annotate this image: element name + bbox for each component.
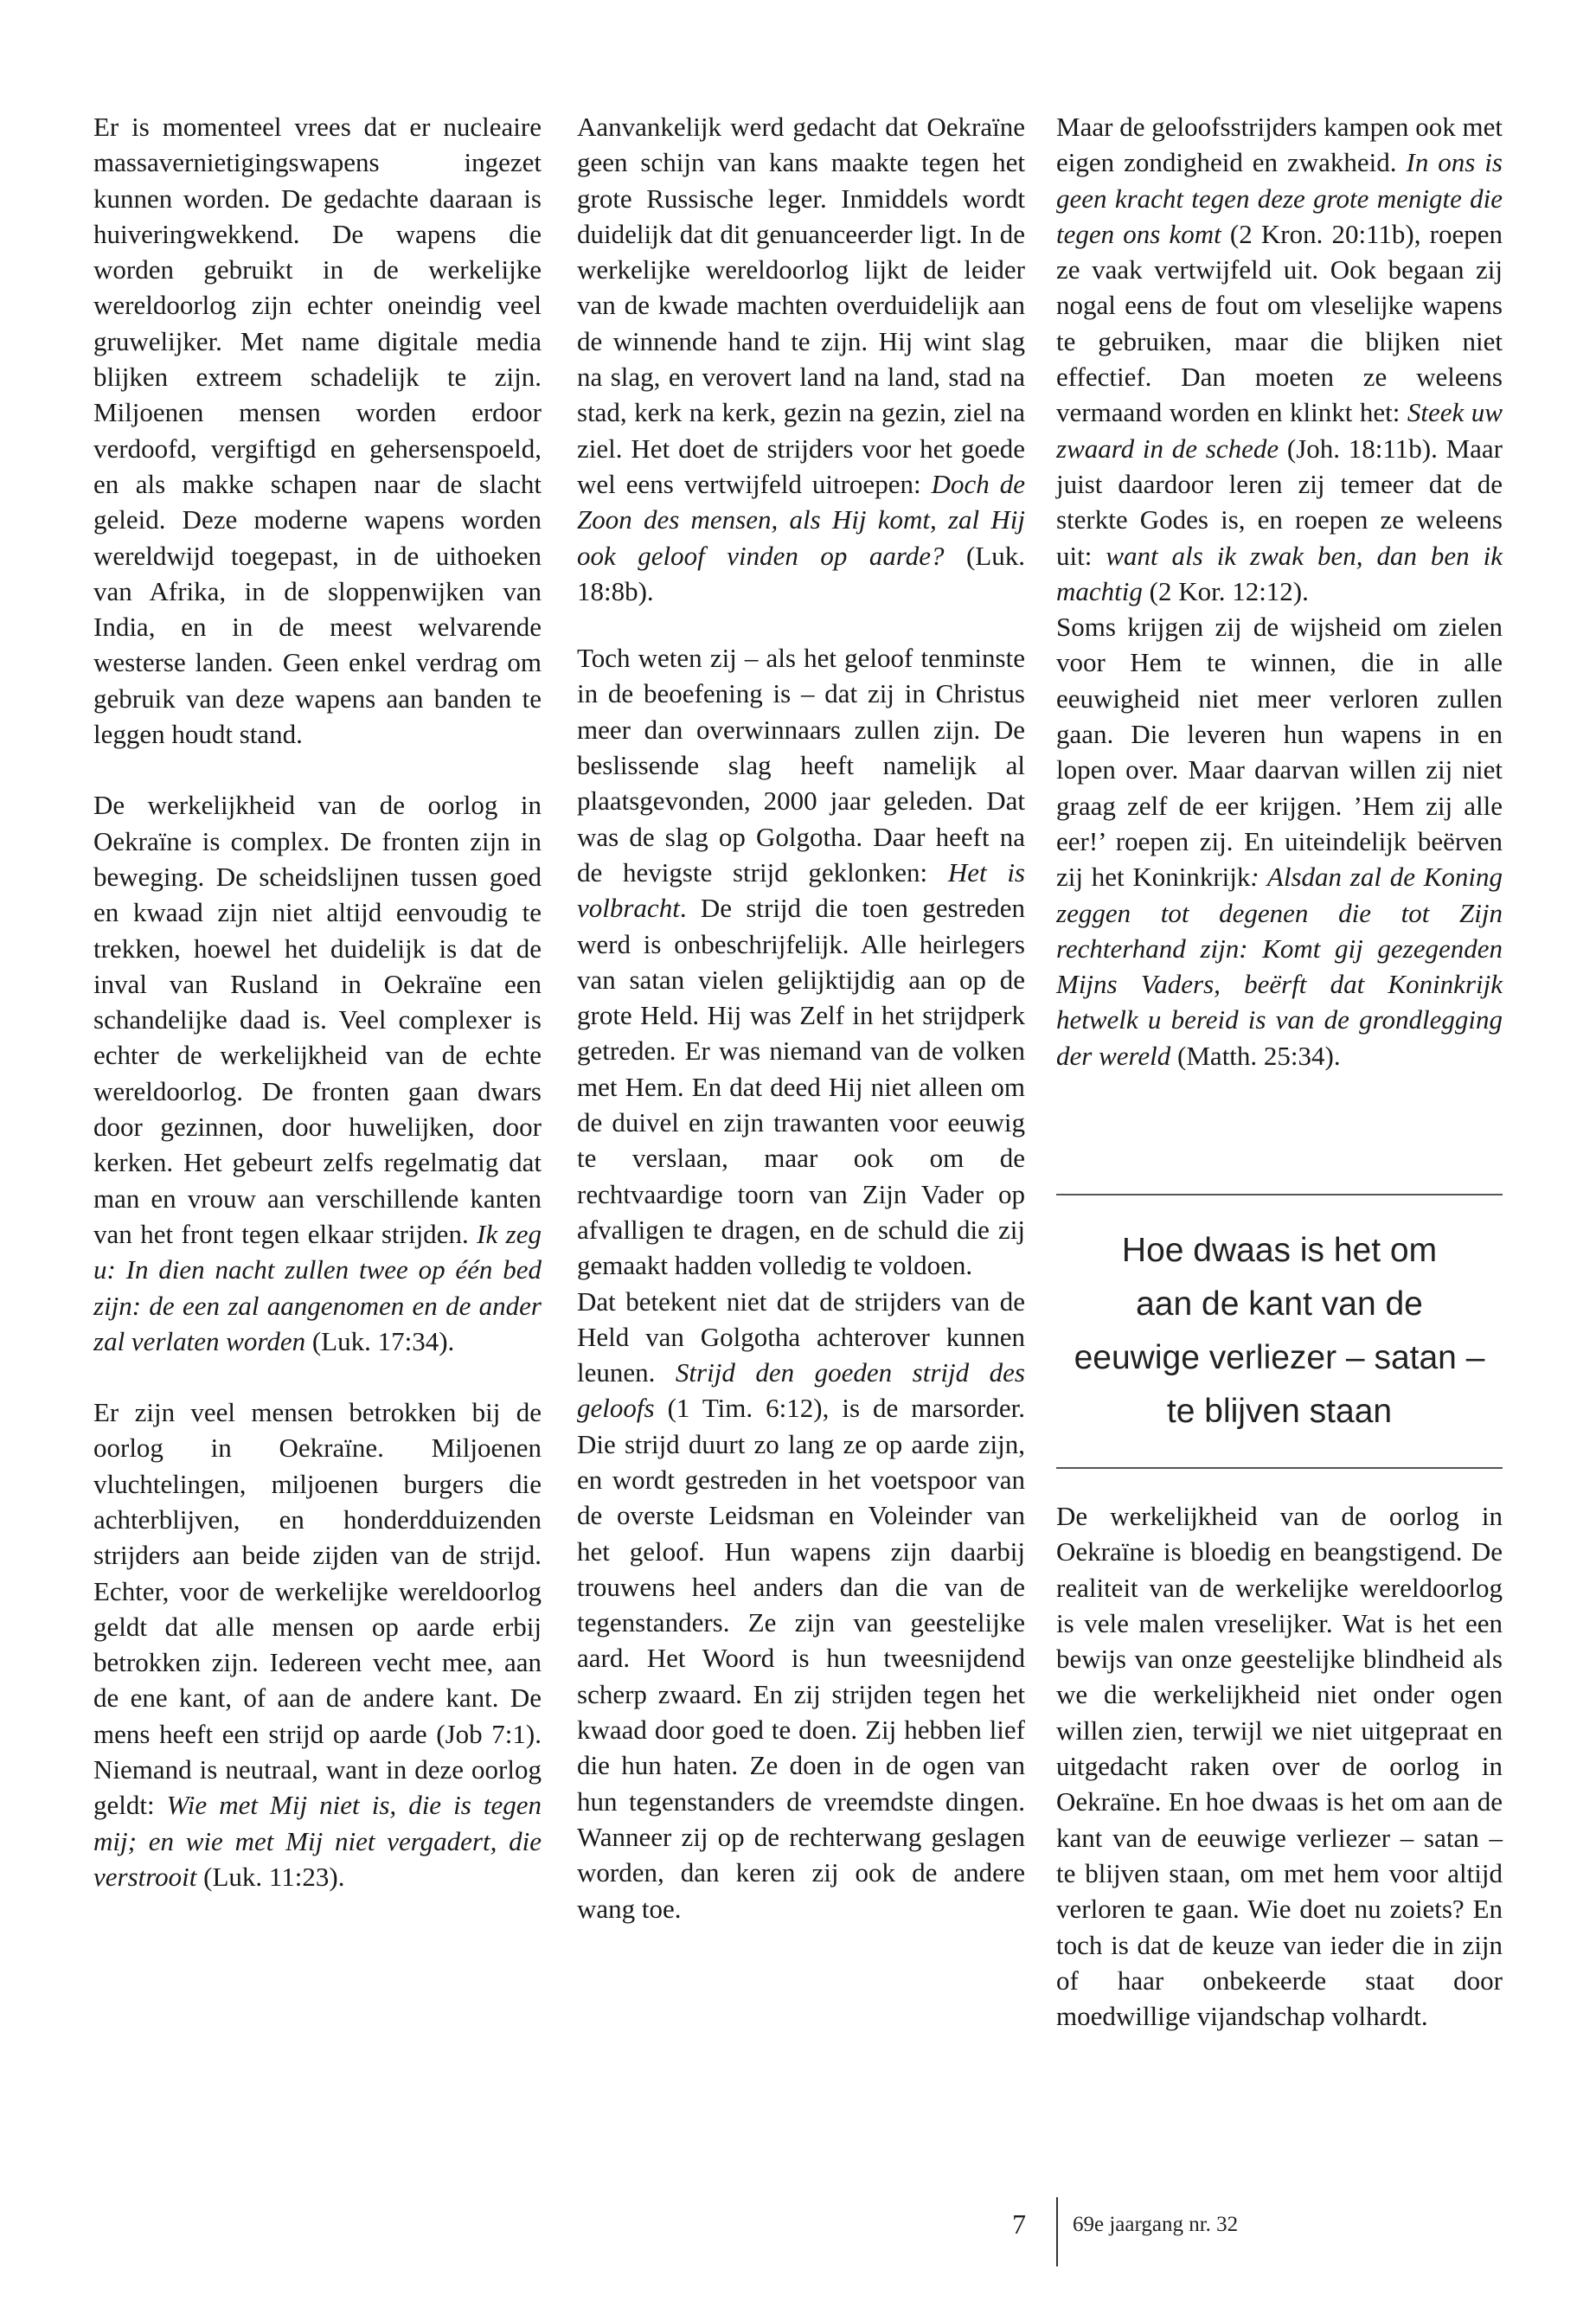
paragraph xyxy=(1056,609,1503,1074)
column-3 xyxy=(1056,109,1503,1074)
pullquote-line: te blijven staan xyxy=(1166,1393,1393,1430)
pullquote xyxy=(1056,1224,1503,1439)
pullquote-line: eeuwige verliezer – satan – xyxy=(1074,1339,1485,1376)
scripture-reference: (Joh. 18:11b). Maar juist daardoor leren zij temeer dat de sterkte Godes is, en roepen ze weleens uit: xyxy=(1056,433,1503,571)
pullquote-line: Hoe dwaas is het om xyxy=(1121,1232,1438,1269)
scripture-quote: In ons is geen kracht tegen deze grote menigte die tegen ons komt xyxy=(1056,147,1503,249)
scripture-quote: want als ik zwak ben, dan ben ik machtig xyxy=(1056,540,1503,606)
scripture-quote: : Alsdan zal de Koning zeggen tot degenen die tot Zijn rechterhand zijn: Komt gij gezegenden Mijns Vaders, beërft dat Koninkrijk hetwelk u bereid is van de grondlegging der wereld xyxy=(1056,862,1503,1071)
paragraph xyxy=(577,109,1025,609)
scripture-reference: (Matth. 25:34). xyxy=(1170,1040,1341,1071)
scripture-quote: Strijd den goeden strijd des geloofs xyxy=(577,1357,1025,1424)
column-1 xyxy=(93,109,542,1894)
paragraph: Er is momenteel vrees dat er nucleaire massavernietigingswapens ingezet kunnen worden. De gedachte daaraan is huiveringwekkend. De wapens die worden gebruikt in de werkelijke wereldoorlog zijn echter oneindig veel gruwelijker. Met name digitale media blijken extreem schadelijk te zijn. Miljoenen mensen worden erdoor verdoofd, vergiftigd en gehersenspoeld, en als makke schapen naar de slacht geleid. Deze moderne wapens worden wereldwijd toegepast, in de uithoeken van Afrika, in de sloppenwijken van India, en in de meest welvarende westerse landen. Geen enkel verdrag om gebruik van deze wapens aan banden te leggen houdt stand. xyxy=(93,112,542,750)
paragraph-text: De werkelijkheid van de oorlog in Oekraïne is complex. De fronten zijn in beweging. De scheidslijnen tussen goed en kwaad zijn niet altijd eenvoudig te trekken, hoewel het duidelijk is dat de inval van Rusland in Oekraïne een schandelijke daad is. Veel complexer is echter de werkelijkheid van de echte wereldoorlog. De fronten gaan dwars door gezinnen, door huwelijken, door kerken. Het gebeurt zelfs regelmatig dat man en vrouw aan verschillende kanten van het front tegen elkaar strijden. xyxy=(93,790,542,1249)
column-3-lower xyxy=(1056,1498,1503,2034)
footer-divider xyxy=(1056,2197,1058,2266)
scripture-reference: (2 Kron. 20:11b), roepen ze vaak vertwijfeld uit. Ook begaan zij nogal eens de fout om vleselijke wapens te gebruiken, maar die blijken niet effectief. Dan moeten ze weleens vermaand worden en klinkt het: xyxy=(1056,218,1503,428)
paragraph-text: Dat betekent niet dat de strijders van de Held van Golgotha achterover kunnen leunen. xyxy=(577,1285,1025,1388)
scripture-reference: (Luk. 17:34). xyxy=(305,1325,455,1356)
paragraph-text: (1 Tim. 6:12), is de marsorder. Die strijd duurt zo lang ze op aarde zijn, en wordt gestreden in het voetspoor van de overste Leidsman en Voleinder van het geloof. Hun wapens zijn daarbij trouwens heel anders dan die van de tegenstanders. Ze zijn van geestelijke aard. Het Woord is hun tweesnijdend scherp zwaard. En zij strijden tegen het kwaad door goed te doen. Zij hebben lief die hun haten. Ze doen in de ogen van hun tegenstanders de vreemdste dingen. Wanneer zij op de rechterwang geslagen worden, dan keren zij ook de andere wang toe. xyxy=(577,1393,1025,1924)
pullquote-line: aan de kant van de xyxy=(1136,1285,1423,1323)
paragraph: De werkelijkheid van de oorlog in Oekraïne is bloedig en beangstigend. De realiteit van de werkelijke wereldoorlog is vele malen vreselijker. Wat is het een bewijs van onze geestelijke blindheid als we die werkelijkheid niet onder ogen willen zien, terwijl we niet uitgepraat en uitgedacht raken over de oorlog in Oekraïne. En hoe dwaas is het om aan de kant van de eeuwige verliezer – satan – te blijven staan, om met hem voor altijd verloren te gaan. Wie doet nu zoiets? En toch is dat de keuze van ieder die in zijn of haar onbekeerde staat door moedwillige vijandschap volhardt. xyxy=(1056,1501,1503,2032)
scripture-reference: (Luk. 18:8b). xyxy=(577,540,1025,606)
scripture-quote: Doch de Zoon des mensen, als Hij komt, zal Hij ook geloof vinden op aarde? xyxy=(577,468,1025,571)
paragraph-text: Er zijn veel mensen betrokken bij de oorlog in Oekraïne. Miljoenen vluchtelingen, miljoenen burgers die achterblijven, en honderdduizenden strijders aan beide zijden van de strijd. Echter, voor de werkelijke wereldoorlog geldt dat alle mensen op aarde erbij betrokken zijn. Iedereen vecht mee, aan de ene kant, of aan de andere kant. De mens heeft een strijd op aarde (Job 7:1). Niemand is neutraal, want in deze oorlog geldt: xyxy=(93,1397,542,1821)
scripture-quote: Wie met Mij niet is, die is tegen mij; en wie met Mij niet vergadert, die verstrooit xyxy=(93,1790,542,1892)
scripture-quote: Steek uw zwaard in de schede xyxy=(1056,397,1503,464)
scripture-reference: (2 Kor. 12:12). xyxy=(1142,575,1309,606)
page-number: 7 xyxy=(1012,2208,1026,2240)
paragraph xyxy=(1056,109,1503,609)
paragraph-text: . De strijd die toen gestreden werd is onbeschrijfelijk. Alle heirlegers van satan vielen gelijktijdig aan op de grote Held. Hij was Zelf in het strijdperk getreden. Er was niemand van de volken met Hem. En dat deed Hij niet alleen om de duivel en zijn trawanten voor eeuwig te verslaan, maar ook om de rechtvaardige toorn van Zijn Vader op afvalligen te dragen, en de schuld die zij gemaakt hadden volledig te voldoen. xyxy=(577,893,1025,1281)
paragraph-text: Toch weten zij – als het geloof tenminste in de beoefening is – dat zij in Christus meer dan overwinnaars zullen zijn. De beslissende slag heeft namelijk al plaatsgevonden, 2000 jaar geleden. Dat was de slag op Golgotha. Daar heeft na de hevigste strijd geklonken: xyxy=(577,643,1025,888)
pullquote-bottom-rule xyxy=(1056,1467,1503,1469)
pullquote-top-rule xyxy=(1056,1194,1503,1195)
paragraph-text: Aanvankelijk werd gedacht dat Oekraïne geen schijn van kans maakte tegen het grote Russische leger. Inmiddels wordt duidelijk dat dit genuanceerder ligt. In de werkelijke wereldoorlog lijkt de leider van de kwade machten overduidelijk aan de winnende hand te zijn. Hij wint slag na slag, en verovert land na land, stad na stad, kerk na kerk, gezin na gezin, ziel na ziel. Het doet de strijders voor het goede wel eens vertwijfeld uitroepen: xyxy=(577,112,1025,499)
paragraph xyxy=(93,787,542,1359)
paragraph-text: Maar de geloofsstrijders kampen ook met eigen zondigheid en zwakheid. xyxy=(1056,112,1503,178)
column-2 xyxy=(577,109,1025,1926)
issue-label: 69e jaargang nr. 32 xyxy=(1073,2213,1239,2236)
scripture-quote: Het is volbracht xyxy=(577,856,1025,924)
paragraph xyxy=(577,1284,1025,1926)
paragraph-text: Soms krijgen zij de wijsheid om zielen voor Hem te winnen, die in alle eeuwigheid niet meer verloren zullen gaan. Die leveren hun wapens in en lopen over. Maar daarvan willen zij niet graag zelf de eer krijgen. ’Hem zij alle eer!’ roepen zij. En uiteindelijk beërven zij het Koninkrijk xyxy=(1056,612,1503,893)
paragraph xyxy=(93,1394,542,1894)
scripture-quote: Ik zeg u: In dien nacht zullen twee op één bed zijn: de een zal aangenomen en de ander zal verlaten worden xyxy=(93,1218,542,1356)
paragraph xyxy=(577,640,1025,1283)
scripture-reference: (Luk. 11:23). xyxy=(196,1861,345,1892)
